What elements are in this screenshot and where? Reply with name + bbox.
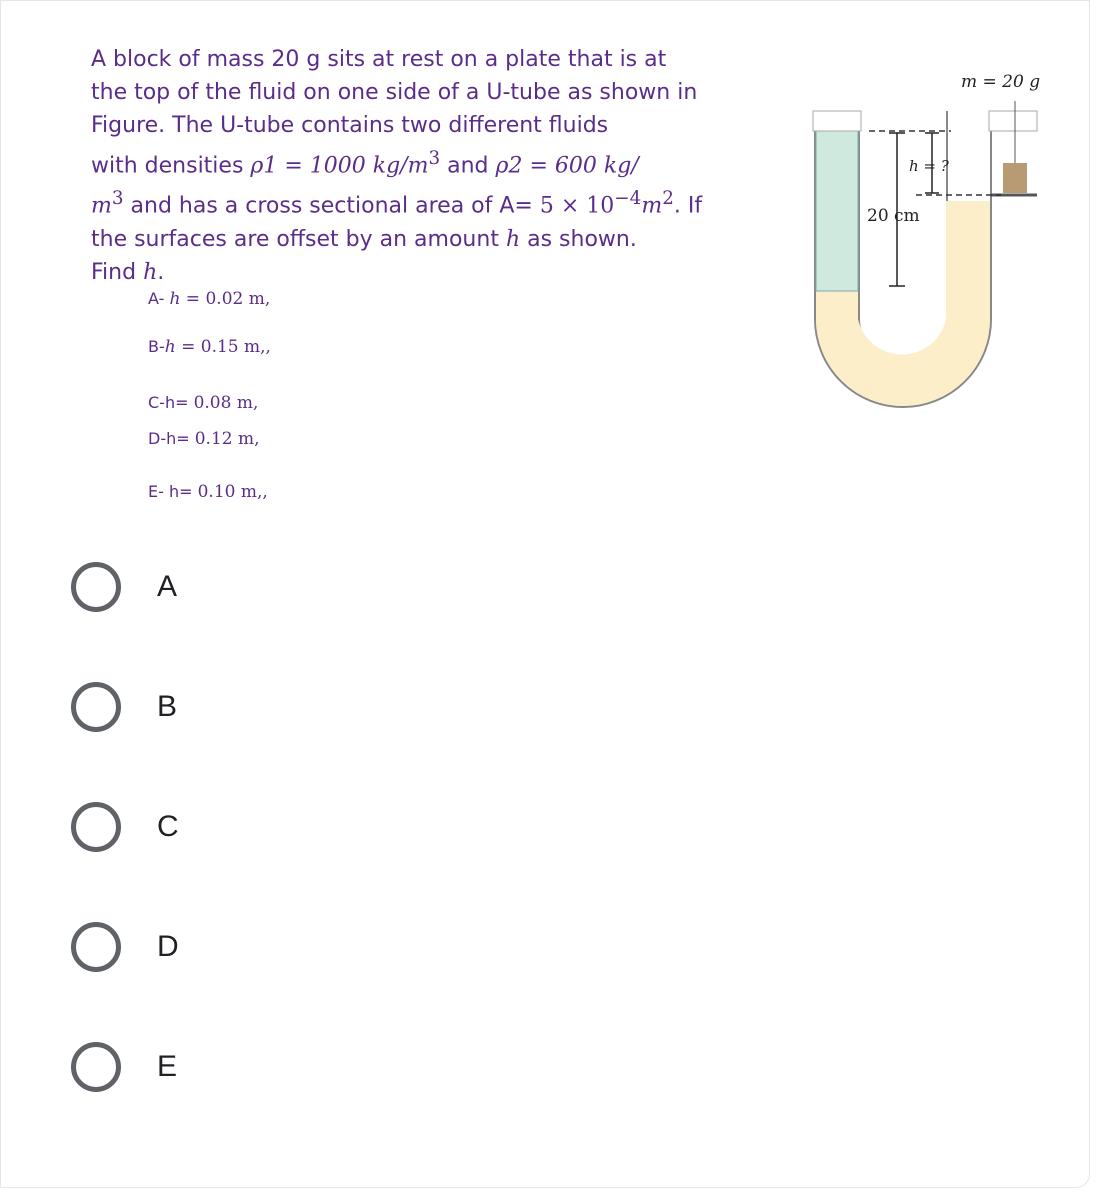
mass-label: m = 20 g: [961, 72, 1041, 92]
option-label: C: [157, 810, 179, 843]
question-line: Find h.: [91, 259, 165, 285]
option-b[interactable]: [71, 677, 271, 737]
h-label: h = ?: [909, 157, 949, 175]
fluid-1-region: [816, 131, 858, 291]
depth-label: 20 cm: [867, 206, 920, 226]
question-line: A block of mass 20 g sits at rest on a plate that is at: [91, 47, 667, 72]
radio-button[interactable]: [71, 802, 121, 852]
option-label: E: [157, 1050, 178, 1083]
radio-button[interactable]: [71, 922, 121, 972]
tube-right-top: [989, 111, 1037, 131]
radio-button[interactable]: [71, 562, 121, 612]
question-line: the surfaces are offset by an amount h as shown.: [91, 226, 637, 252]
option-c[interactable]: [71, 797, 271, 857]
option-e[interactable]: [71, 1037, 271, 1097]
choice-c-text: C-h= 0.08 m,: [148, 393, 259, 413]
question-line: $m^3$ and has a cross sectional area of $A= 5 \times 10^{-4}m^2$. If: [91, 188, 703, 219]
question-line: Figure. The U-tube contains two different fluids: [91, 113, 609, 138]
tube-left-top: [813, 111, 861, 131]
radio-button[interactable]: [71, 682, 121, 732]
choice-e-text: E- h= 0.10 m,,: [148, 482, 268, 502]
u-tube-inner: [859, 111, 947, 363]
choice-d-text: D-h= 0.12 m,: [148, 429, 260, 449]
option-label: A: [157, 570, 178, 603]
radio-button[interactable]: [71, 1042, 121, 1092]
choice-b-text: B-h = 0.15 m,,: [148, 337, 271, 357]
option-label: B: [157, 690, 178, 723]
question-text: [91, 43, 731, 289]
block: [1003, 163, 1027, 193]
choice-a-text: A- h = 0.02 m,: [148, 289, 271, 309]
question-line: the top of the fluid on one side of a U-tube as shown in: [91, 80, 698, 105]
option-a[interactable]: [71, 557, 271, 617]
u-tube-figure: [801, 71, 1081, 451]
option-label: D: [157, 930, 179, 963]
question-line: with densities ρ1 = 1000 $kg/m^3$ and ρ2 = 600 kg/: [91, 148, 639, 179]
option-d[interactable]: [71, 917, 271, 977]
